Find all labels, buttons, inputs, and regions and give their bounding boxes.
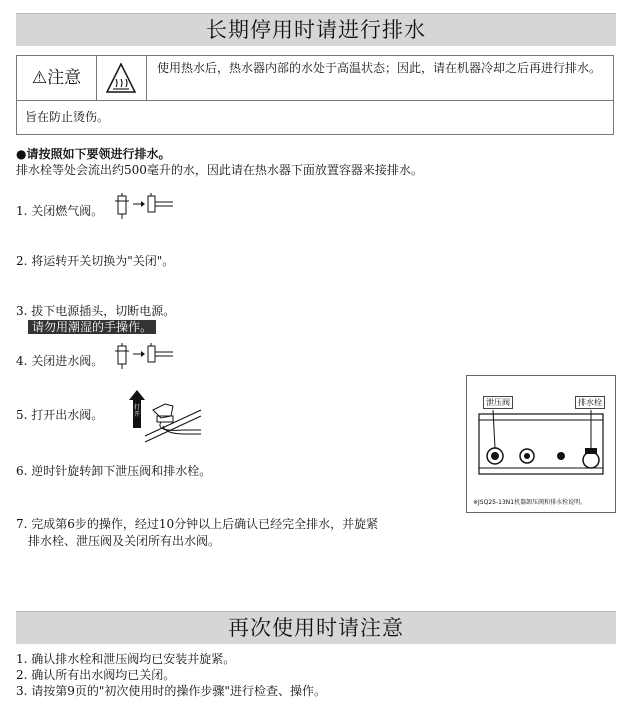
step-2: 2. 将运转开关切换为"关闭"。 xyxy=(16,254,175,268)
faucet-open-icon xyxy=(125,388,205,444)
figure-label-drain-plug: 排水栓 xyxy=(575,396,605,409)
reuse-item-1: 1. 确认排水栓和泄压阀均已安装并旋紧。 xyxy=(16,652,236,666)
warning-label-text: 注意 xyxy=(47,68,82,88)
step-4: 4. 关闭进水阀。 xyxy=(16,354,104,368)
figure-caption: ※JSQ25-13N1机器卸压阀和排水栓说明。 xyxy=(473,499,587,506)
warning-text: 使用热水后，热水器内部的水处于高温状态；因此，请在机器冷却之后再进行排水。 xyxy=(157,61,602,75)
warning-box xyxy=(16,55,614,135)
step-3-note: 请勿用潮湿的手操作。 xyxy=(28,320,156,334)
step-7: 7. 完成第6步的操作，经过10分钟以上后确认已经完全排水，并旋紧 xyxy=(16,517,379,531)
hot-surface-icon xyxy=(97,56,147,100)
figure-label-relief-valve: 泄压阀 xyxy=(483,396,513,409)
step-5: 5. 打开出水阀。 xyxy=(16,408,104,422)
warning-subtext: 旨在防止烫伤。 xyxy=(25,110,110,124)
reuse-item-3: 3. 请按第9页的"初次使用时的操作步骤"进行检查、操作。 xyxy=(16,684,326,698)
valve-close-icon xyxy=(115,193,175,223)
warning-label xyxy=(17,56,97,100)
drain-figure xyxy=(466,375,616,513)
section-title-drain: 长期停用时请进行排水 xyxy=(16,13,616,46)
valve-close-icon xyxy=(115,343,175,373)
step-7-line2: 排水栓、泄压阀及关闭所有出水阀。 xyxy=(28,534,221,548)
step-1: 1. 关闭燃气阀。 xyxy=(16,204,104,218)
section-title-reuse: 再次使用时请注意 xyxy=(16,611,616,644)
warning-row xyxy=(17,56,613,101)
step-3: 3. 拔下电源插头，切断电源。 xyxy=(16,304,176,318)
intro-line: 排水栓等处会流出约500毫升的水，因此请在热水器下面放置容器来接排水。 xyxy=(16,163,423,177)
intro-heading: ●请按照如下要领进行排水。 xyxy=(16,147,171,161)
faucet-open-label: 打开 xyxy=(134,404,141,418)
warning-triangle-icon: ⚠ xyxy=(31,68,48,88)
step-6: 6. 逆时针旋转卸下泄压阀和排水栓。 xyxy=(16,464,212,478)
reuse-item-2: 2. 确认所有出水阀均已关闭。 xyxy=(16,668,176,682)
